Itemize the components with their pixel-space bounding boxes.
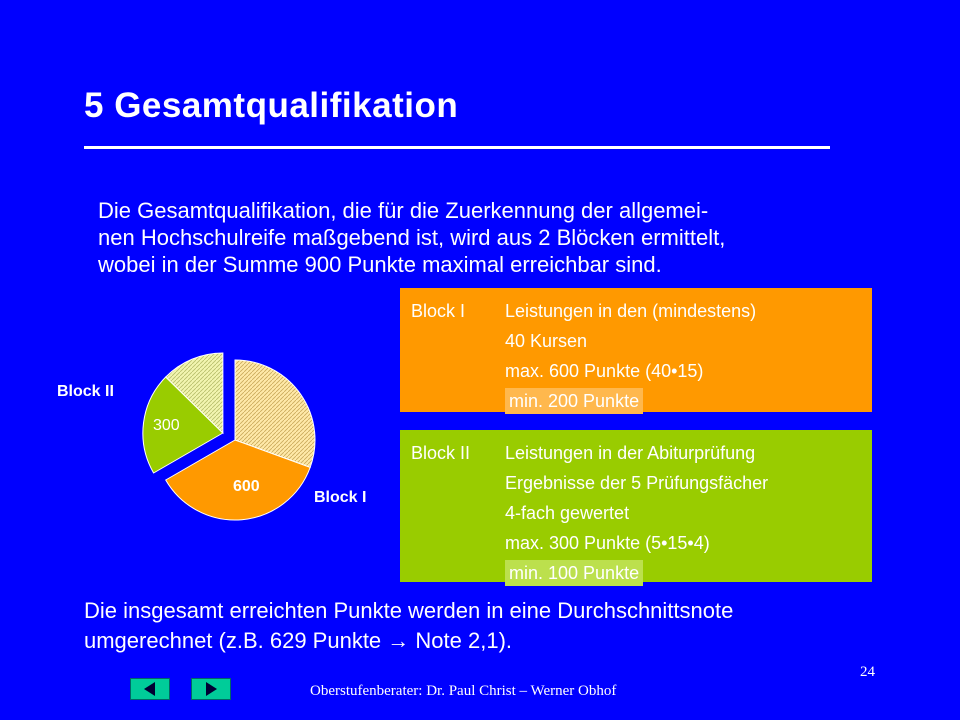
intro-paragraph [98,197,898,278]
title-underline [84,146,830,149]
block2-line: 4-fach gewertet [505,503,630,523]
right-triangle-icon [192,679,230,699]
block2-label: Block II [411,443,471,463]
block1-info-box [400,288,872,412]
block1-line: Leistungen in den (mindestens) [505,301,757,321]
previous-slide-button[interactable] [130,678,170,700]
outro-line: umgerechnet (z.B. 629 Punkte → Note 2,1). [84,628,513,653]
footer-credit: Oberstufenberater: Dr. Paul Christ – Werner Obhof [310,683,617,699]
block1-label: Block I [411,301,466,321]
block2-line: Leistungen in der Abiturprüfung [505,443,756,463]
outro-line: Die insgesamt erreichten Punkte werden in eine Durchschnittsnote [84,598,734,623]
block2-line: max. 300 Punkte (5•15•4) [505,533,710,553]
legend-block1-label: Block I [314,489,367,506]
slice-value-block1: 600 [233,478,260,495]
outro-paragraph [84,596,733,656]
left-triangle-icon [131,679,169,699]
intro-line: Die Gesamtqualifikation, die für die Zuerkennung der allgemei- [98,198,709,223]
next-slide-button[interactable] [191,678,231,700]
page-number: 24 [860,664,875,680]
legend-block2-label: Block II [57,383,114,400]
pie-svg [120,340,340,540]
block1-line: max. 600 Punkte (40•15) [505,361,704,381]
intro-line: wobei in der Summe 900 Punkte maximal erreichbar sind. [98,252,662,277]
block1-minimum: min. 200 Punkte [505,388,643,414]
block2-line: Ergebnisse der 5 Prüfungsfächer [505,473,769,493]
intro-line: nen Hochschulreife maßgebend ist, wird aus 2 Blöcken ermittelt, [98,225,726,250]
block2-info-box [400,430,872,582]
slice-value-block2: 300 [153,417,180,434]
points-pie-chart [120,340,340,540]
slide-title: 5 Gesamtqualifikation [84,86,459,125]
block1-line: 40 Kursen [505,331,588,351]
block2-minimum: min. 100 Punkte [505,560,643,586]
